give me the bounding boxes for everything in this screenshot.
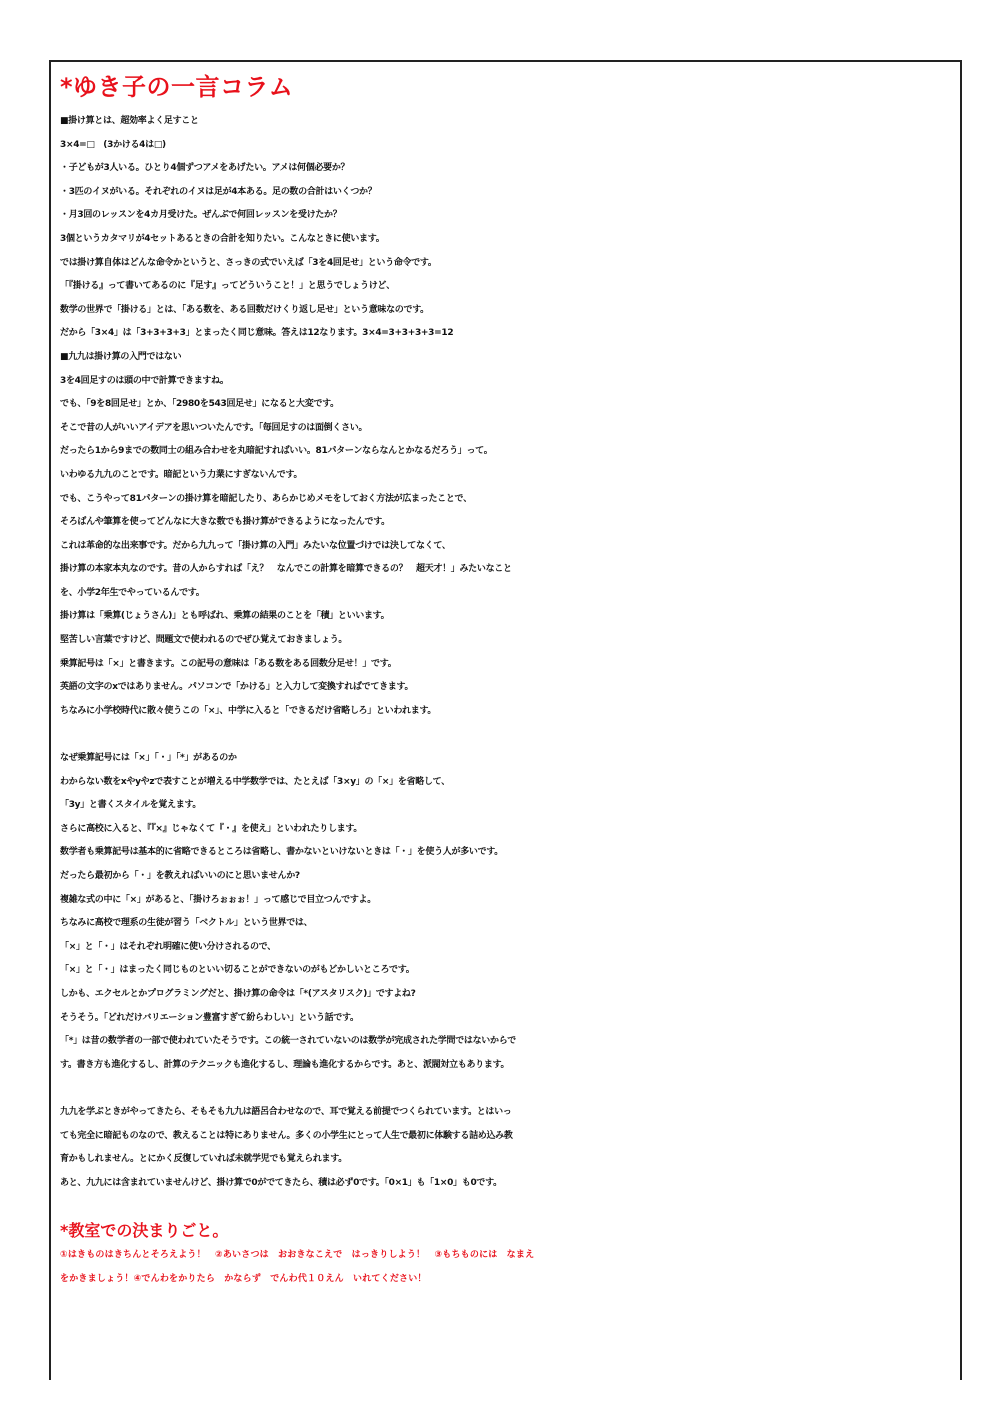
body-line: 九九を学ぶときがやってきたら、そもそも九九は語呂合わせなので、耳で覚える前提でつくられています。とはいっ (60, 1106, 512, 1117)
rules-body (60, 1243, 956, 1291)
body-line: 複雑な式の中に「×」があると、「掛けろぉぉぉ！」って感じで目立つんですよ。 (60, 894, 376, 905)
body-line: 数学者も乗算記号は基本的に省略できるところは省略し、書かないといけないときは「・」を使う人が多いです。 (60, 847, 503, 858)
body-line: 乗算記号は「×」と書きます。この記号の意味は「ある数をある回数分足せ！」です。 (60, 658, 397, 669)
body-line: そこで昔の人がいいアイデアを思いついたんです。「毎回足すのは面倒くさい。 (60, 422, 368, 433)
body-line: しかも、エクセルとかプログラミングだと、掛け算の命令は「*(アスタリスク)」ですよね? (60, 988, 416, 999)
blank-line (60, 1077, 956, 1101)
body-line: ・3匹のイヌがいる。それぞれのイヌは足が4本ある。足の数の合計はいくつか？ (60, 186, 377, 197)
body-line: だったら最初から「・」を教えればいいのにと思いませんか? (60, 871, 300, 881)
body-line: 英語の文字のxではありません。パソコンで「かける」と入力して変換すればでてきます。 (60, 682, 414, 693)
body-line: さらに高校に入ると、『『×』じゃなくて『・』を使え」といわれたりします。 (60, 823, 363, 834)
body-line: 3を4回足すのは頭の中で計算できますね。 (60, 375, 229, 386)
body-line: ■九九は掛け算の入門ではない (60, 351, 182, 362)
body-line: ・子どもが3人いる。ひとり4個ずつアメをあげたい。アメは何個必要か？ (60, 163, 350, 174)
column-title: *ゆき子の一言コラム (60, 73, 294, 101)
body-line: ても完全に暗記ものなので、教えることは特にありません。多くの小学生にとって人生で最初に体験する詰め込み教 (60, 1130, 513, 1141)
rule-line: ①はきものはきちんとそろえよう！ ②あいさつは おおきなこえで はっきりしよう！ ③もちものには なまえ (60, 1249, 535, 1260)
body-line: 掛け算は「乗算(じょうさん)」とも呼ばれ、乗算の結果のことを「積」といいます。 (60, 611, 390, 622)
body-line: でも、こうやって81パターンの掛け算を暗記したり、あらかじめメモをしておく方法が広まったことで、 (60, 493, 472, 504)
section-gap (60, 1195, 956, 1219)
body-line: ・月3回のレッスンを4カ月受けた。ぜんぶで何回レッスンを受けたか？ (60, 210, 342, 221)
body-line: わからない数をxやyやzで表すことが増える中学数学では、たとえば「3×y」の「×」を省略して、 (60, 776, 450, 787)
body-line: 育かもしれません。とにかく反復していれば未就学児でも覚えられます。 (60, 1154, 347, 1165)
body-line: 掛け算の本家本丸なのです。昔の人からすれば「え？ なんでこの計算を暗算できるの？ 超天才！」みたいなこと (60, 564, 512, 575)
body-line: でも、「9を8回足せ」とか、「2980を543回足せ」になると大変です。 (60, 399, 339, 410)
body-line: 「『掛ける』って書いてあるのに『足す』ってどういうこと！」と思うでしょうけど、 (60, 281, 395, 292)
body-line: ちなみに小学校時代に散々使うこの「×」、中学に入ると「できるだけ省略しろ」といわれます。 (60, 705, 437, 716)
body-line: これは革命的な出来事です。だから九九って「掛け算の入門」みたいな位置づけでは決してなくて、 (60, 540, 451, 551)
rule-line: をかきましょう！④でんわをかりたら かならず でんわ代１０えん いれてください！ (60, 1273, 427, 1284)
body-line: 数学の世界で「掛ける」とは、「ある数を、ある回数だけくり返し足せ」という意味なのです。 (60, 304, 429, 315)
column-content (60, 72, 956, 1291)
body-line: 「*」は昔の数学者の一部で使われていたそうです。この統一されていないのは数学が完成された学問ではないからで (60, 1036, 517, 1047)
body-line: いわゆる九九のことです。暗記という力業にすぎないんです。 (60, 469, 303, 480)
rules-heading: *教室での決まりごと。 (60, 1220, 229, 1240)
body-line: 3個というカタマリが4セットあるときの合計を知りたい。こんなときに使います。 (60, 233, 385, 244)
blank-line (60, 723, 956, 747)
body-line: 「3y」と書くスタイルを覚えます。 (60, 800, 202, 811)
body-line: だから「3×4」は「3+3+3+3」とまったく同じ意味。答えは12なります。3×4=3+3+3+3=12 (60, 328, 454, 339)
body-line: す。書き方も進化するし、計算のテクニックも進化するし、理論も進化するからです。あと、派閥対立もあります。 (60, 1059, 510, 1070)
body-line: ちなみに高校で理系の生徒が習う「ベクトル」という世界では、 (60, 918, 313, 929)
body-line: そうそう。「どれだけバリエーション豊富すぎて紛らわしい」という話です。 (60, 1012, 359, 1023)
body-line: 「×」と「・」はそれぞれ明確に使い分けされるので、 (60, 941, 276, 952)
body-line: なぜ乗算記号には「×」「・」「*」があるのか (60, 753, 237, 764)
body-line: だったら1から9までの数同士の組み合わせを丸暗記すればいい。81パターンならなんとかなるだろう」って。 (60, 446, 493, 457)
body-line: では掛け算自体はどんな命令かというと、さっきの式でいえば「3を4回足せ」という命令です。 (60, 257, 437, 268)
body-line: あと、九九には含まれていませんけど、掛け算で0がでてきたら、積は必ず0です。「0×1」も「1×0」も0です。 (60, 1177, 502, 1188)
body-line: を、小学2年生でやっているんです。 (60, 587, 205, 598)
body-line: ■掛け算とは、超効率よく足すこと (60, 116, 199, 126)
body-line: 「×」と「・」はまったく同じものといい切ることができないのがもどかしいところです。 (60, 965, 415, 976)
body-line: そろばんや筆算を使ってどんなに大きな数でも掛け算ができるようになったんです。 (60, 517, 390, 528)
column-body (60, 110, 956, 1195)
body-line: 堅苦しい言葉ですけど、問題文で使われるのでぜひ覚えておきましょう。 (60, 635, 348, 646)
body-line: 3×4=□ (3かける4は□) (60, 139, 166, 150)
